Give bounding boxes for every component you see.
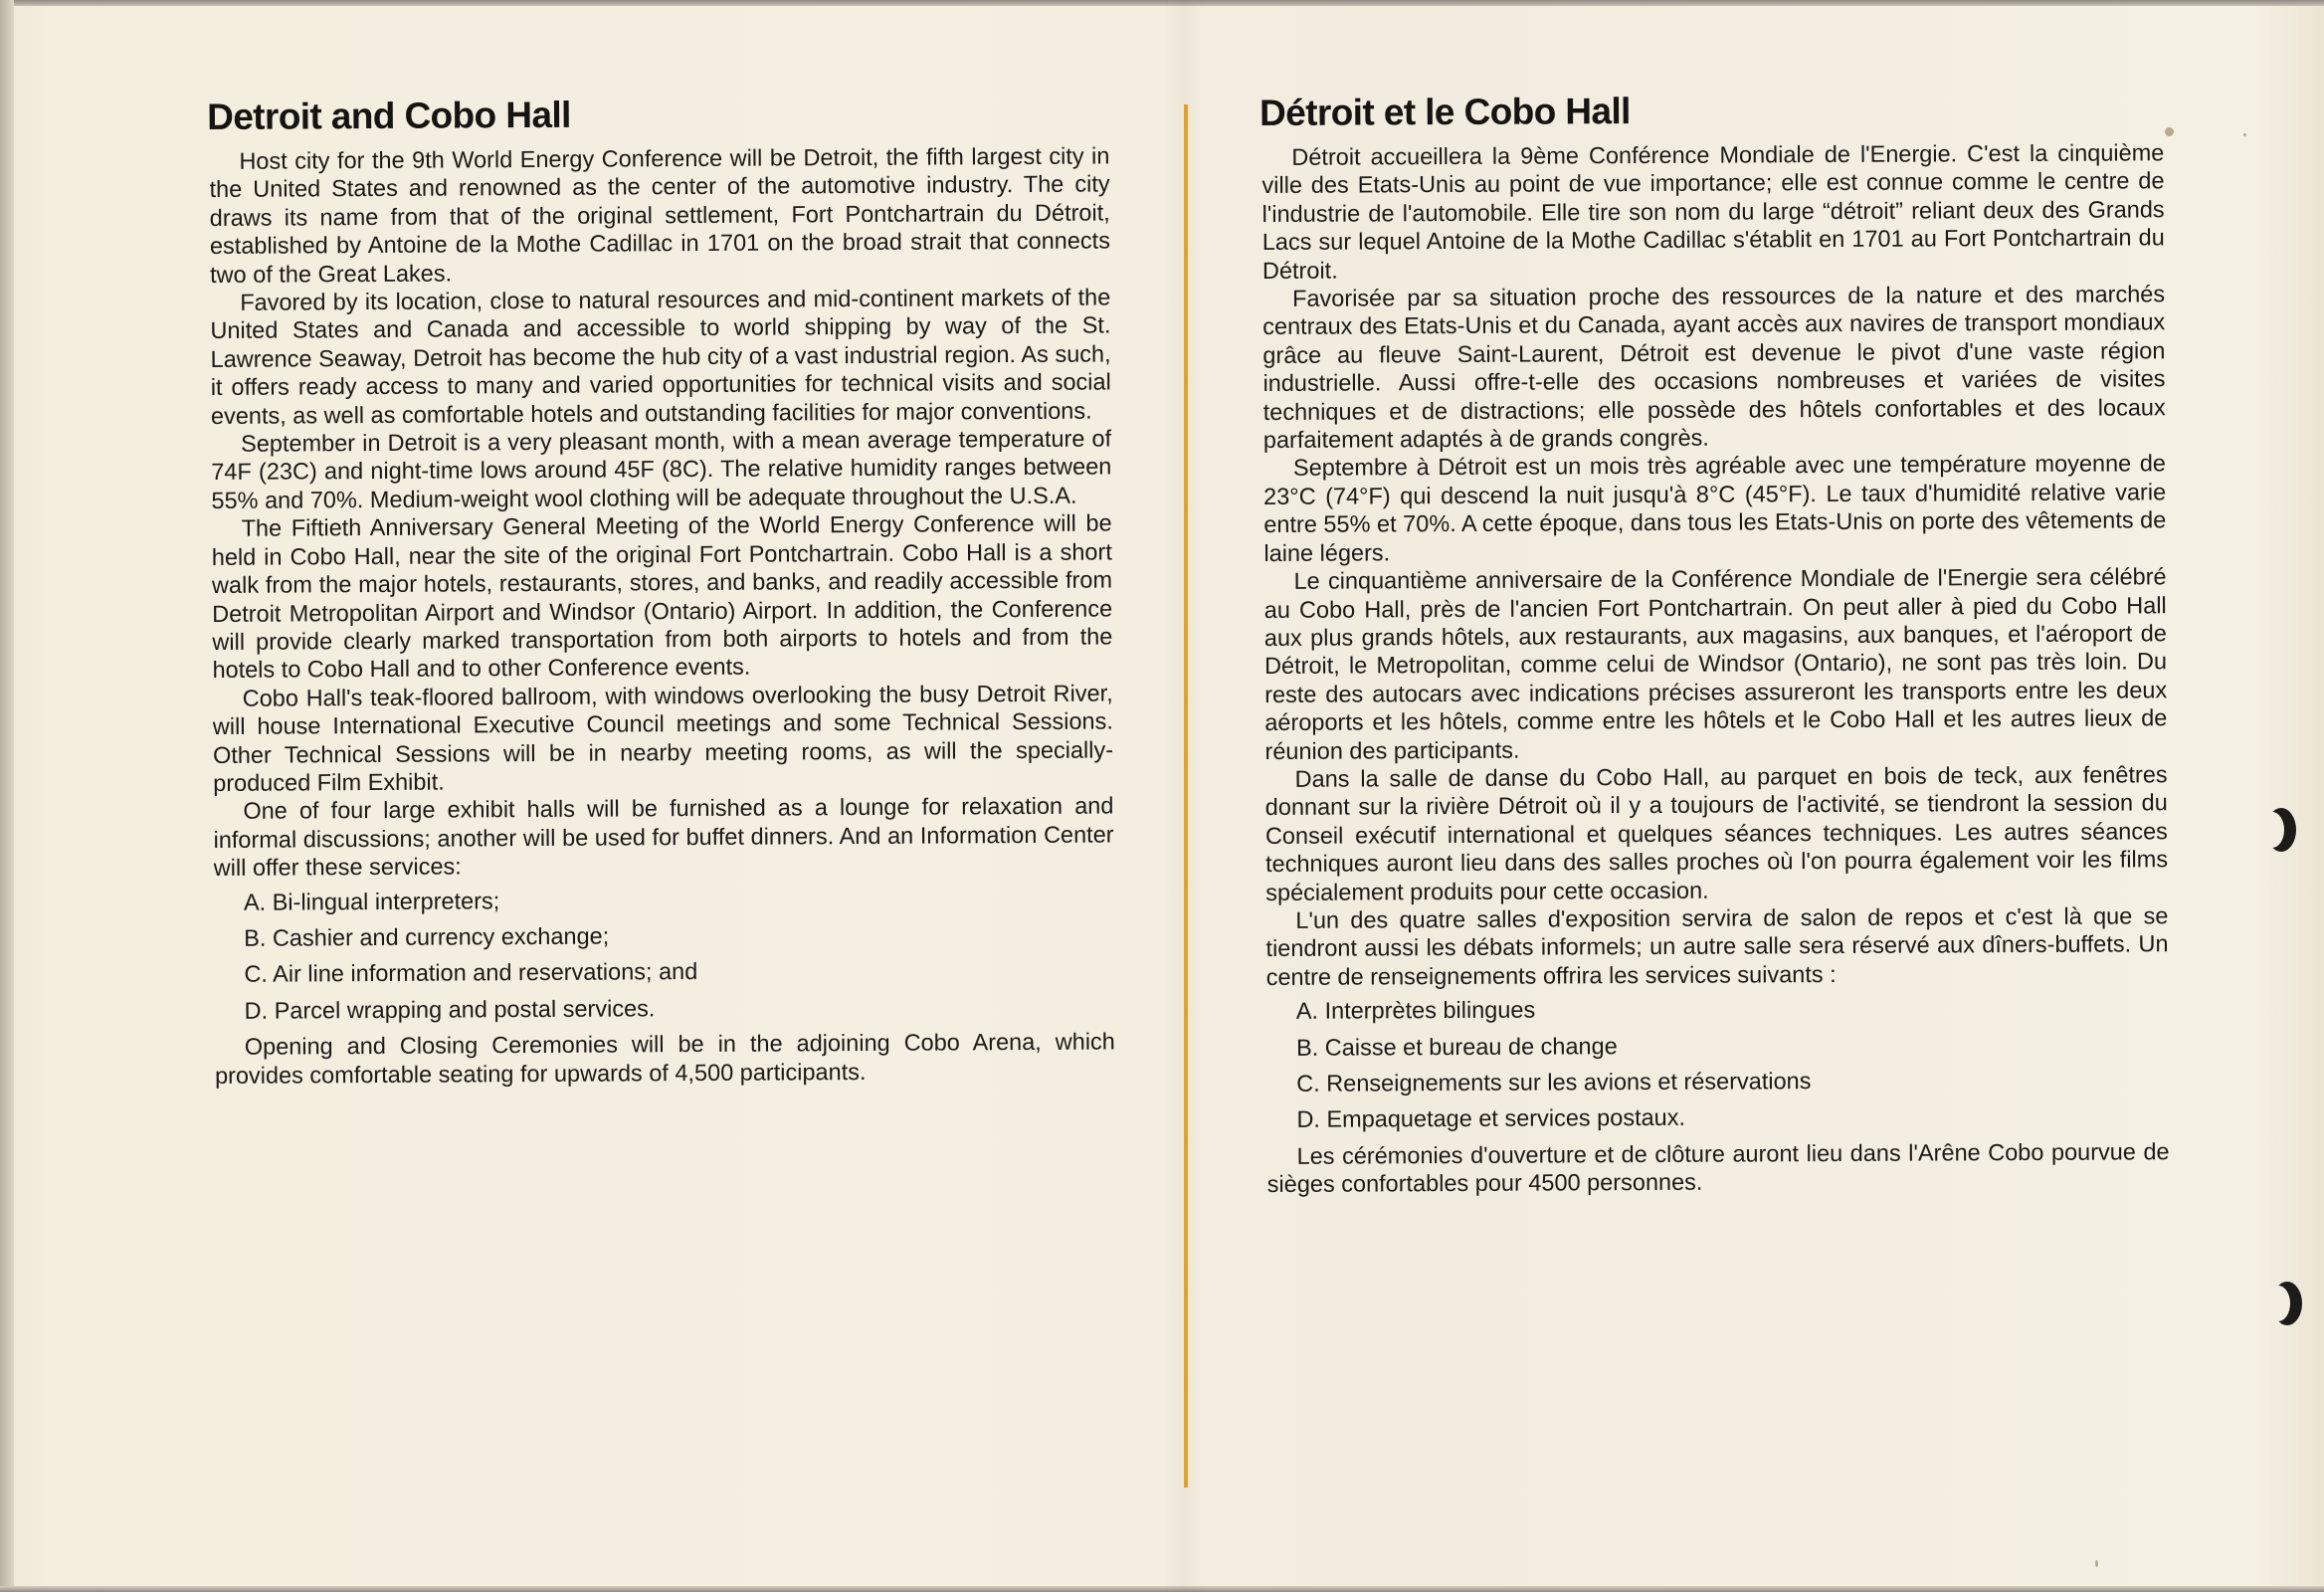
english-closing-paragraph: Opening and Closing Ceremonies will be in the adjoining Cobo Arena, which provides comfortable seating for upwards of 4,500 participants.: [214, 1028, 1115, 1089]
french-list-item: C. Renseignements sur les avions et réservations: [1296, 1068, 1812, 1096]
english-paragraph: Host city for the 9th World Energy Conference will be Detroit, the fifth largest city in the United States and renowned as the center of the automotive industry. The city draws its name from that of the original settlement, Fort Pontchartrain du Détroit, established by Antoine de la Mothe Cadillac in 1701 on the broad strait that connects two of the Great Lakes.: [209, 142, 1110, 288]
paper-speck: [2243, 133, 2246, 136]
english-list-item: B. Cashier and currency exchange;: [244, 922, 610, 951]
french-paragraph: L'un des quatre salles d'exposition servira de salon de repos et c'est là que se tiendront aussi les débats informels; un autre salle sera réservé aux dîners-buffets. Un centre de renseignements offrira les services suivants :: [1265, 902, 2169, 990]
binder-hole: [2272, 1282, 2302, 1325]
english-paragraph: The Fiftieth Anniversary General Meeting of the World Energy Conference will be held in Cobo Hall, near the site of the original Fort Pontchartrain. Cobo Hall is a short walk from the major hotels, restaurants, stores, and banks, and readily accessible from Detroit Metropolitan Airport and Windsor (Ontario) Airport. In addition, the Conference will provide clearly marked transportation from both airports to hotels and from the hotels to Cobo Hall and to other Conference events.: [211, 509, 1113, 684]
paper-speck: [2165, 127, 2174, 136]
page-left-edge: [0, 0, 14, 1592]
french-paragraph: Favorisée par sa situation proche des ressources de la nature et des marchés centraux des Etats-Unis et du Canada, ayant accès aux navires de transport mondiaux grâce au fleuve Saint-Laurent, Détroit est devenue le pivot d'une vaste région industrielle. Aussi offre-t-elle des occasions nombreuses et variées de visites techniques et de distractions; elle possède des hôtels confortables et des locaux parfaitement adaptés à de grands congrès.: [1262, 281, 2166, 454]
french-paragraph: Septembre à Détroit est un mois très agréable avec une température moyenne de 23°C (74°F) qui descend la nuit jusqu'à 8°C (45°F). Le taux d'humidité relative varie entre 55% et 70%. A cette époque, dans tous les Etats-Unis on porte des vêtements de laine légers.: [1263, 450, 2167, 566]
french-list-item: A. Interprètes bilingues: [1295, 996, 1536, 1025]
english-paragraph: Cobo Hall's teak-floored ballroom, with windows overlooking the busy Detroit River, will house International Executive Council meetings and some Technical Sessions. Other Technical Sessions will be in nearby meeting rooms, as will the specially-produced Film Exhibit.: [212, 680, 1114, 796]
english-column: [209, 90, 1115, 1090]
french-paragraph: Le cinquantième anniversaire de la Conférence Mondiale de l'Energie sera célébré au Cobo Hall, près de l'ancien Fort Pontchartrain. On peut aller à pied du Cobo Hall aux plus grands hôtels, aux restaurants, aux magasins, aux banques, et l'aéroport de Détroit, le Metropolitan, comme celui de Windsor (Ontario), ne sont pas très loin. Du reste des autocars avec indications précises assureront les transports entre les deux aéroports et les hôtels, comme entre les hôtels et le Cobo Hall et les autres lieux de réunion des participants.: [1263, 563, 2168, 764]
english-list-item: A. Bi-lingual interpreters;: [243, 887, 500, 915]
page-bottom-edge: [0, 1586, 2324, 1592]
french-paragraph: Détroit accueillera la 9ème Conférence Mondiale de l'Energie. C'est la cinquième ville des Etats-Unis au point de vue importance; elle est connue comme le centre de l'industrie de l'automobile. Elle tire son nom du large “détroit” reliant deux des Grands Lacs sur lequel Antoine de la Mothe Cadillac s'établit en 1701 au Fort Pontchartrain du Détroit.: [1261, 139, 2165, 284]
english-services-list: [244, 883, 1115, 1025]
page-top-edge: [0, 0, 2324, 6]
english-list-item: C. Air line information and reservations; and: [244, 958, 698, 988]
english-paragraph: One of four large exhibit halls will be furnished as a lounge for relaxation and informal discussions; another will be used for buffet dinners. And an Information Center will offer these services:: [213, 792, 1114, 882]
french-closing-paragraph: Les cérémonies d'ouverture et de clôture auront lieu dans l'Arêne Cobo pourvue de sièges confortables pour 4500 personnes.: [1266, 1138, 2170, 1198]
binder-hole: [2266, 808, 2296, 852]
english-title: Detroit and Cobo Hall: [207, 94, 571, 138]
english-paragraph: September in Detroit is a very pleasant month, with a mean average temperature of 74F (23C) and night-time lows around 45F (8C). The relative humidity ranges between 55% and 70%. Medium-weight wool clothing will be adequate throughout the U.S.A.: [211, 425, 1112, 513]
orange-column-divider: [1184, 104, 1188, 1488]
french-paragraph: Dans la salle de danse du Cobo Hall, au parquet en bois de teck, aux fenêtres donnant sur la rivière Détroit où il y a toujours de l'activité, se tiendront la session du Conseil exécutif international et quelques séances techniques. Les autres séances techniques auront lieu dans des salles proches où l'on pourra également voir les films spécialement produits pour cette occasion.: [1264, 761, 2169, 905]
english-paragraph: Favored by its location, close to natural resources and mid-continent markets of the United States and Canada and accessible to world shipping by way of the St. Lawrence Seaway, Detroit has become the hub city of a vast industrial region. As such, it offers ready access to many and varied opportunities for technical visits and social events, as well as comfortable hotels and outstanding facilities for major conventions.: [210, 284, 1111, 429]
french-services-list: [1296, 992, 2170, 1133]
french-title: Détroit et le Cobo Hall: [1259, 91, 1631, 134]
french-column: [1261, 87, 2170, 1198]
french-list-item: D. Empaquetage et services postaux.: [1296, 1104, 1686, 1133]
french-list-item: B. Caisse et bureau de change: [1295, 1032, 1618, 1061]
paper-speck: [2095, 1560, 2098, 1567]
english-list-item: D. Parcel wrapping and postal services.: [244, 995, 656, 1024]
